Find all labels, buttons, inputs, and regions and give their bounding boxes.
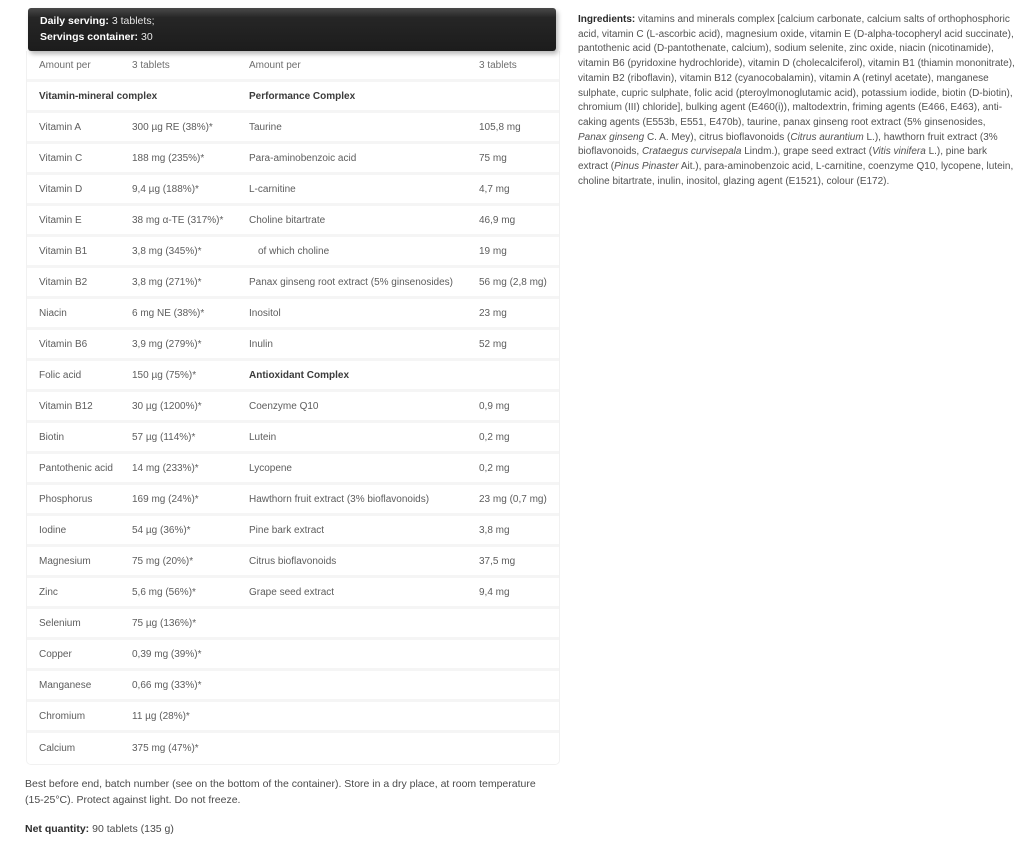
ingredients-segment: Panax ginseng — [578, 131, 645, 143]
nutrient-amount: 52 mg — [479, 338, 507, 350]
nutrient-name: Para-aminobenzoic acid — [249, 152, 357, 164]
nutrient-amount: 3,8 mg (345%)* — [132, 245, 202, 257]
nutrient-name: Phosphorus — [39, 493, 93, 505]
section-header-performance: Performance Complex — [249, 90, 356, 102]
nutrient-amount: 3,8 mg (271%)* — [132, 276, 202, 288]
table-row — [27, 268, 559, 299]
ingredients-segment: Crataegus curvisepala — [641, 146, 742, 158]
nutrient-amount: 23 mg — [479, 307, 507, 319]
nutrient-amount: 0,2 mg — [479, 431, 510, 443]
nutrient-name: Grape seed extract — [249, 586, 335, 598]
table-row — [27, 733, 559, 764]
nutrient-name: Folic acid — [39, 369, 82, 381]
storage-note: Best before end, batch number (see on the bottom of the container). Store in a dry place, at room temperature (15-25°C). Protect against light. Do not freeze. — [25, 778, 536, 806]
nutrient-amount: 30 µg (1200%)* — [132, 400, 202, 412]
nutrient-name: Vitamin B1 — [39, 245, 88, 257]
nutrient-amount: 6 mg NE (38%)* — [132, 307, 205, 319]
nutrient-name: Chromium — [39, 710, 86, 722]
section-header-antioxidant: Antioxidant Complex — [249, 369, 350, 381]
nutrient-name: Vitamin B6 — [39, 338, 88, 350]
tablets-header-right: 3 tablets — [479, 59, 517, 71]
nutrient-name: Choline bitartrate — [249, 214, 326, 226]
table-row — [27, 485, 559, 516]
table-column-headers — [27, 51, 559, 82]
table-row — [27, 330, 559, 361]
table-row — [27, 578, 559, 609]
nutrient-amount: 56 mg (2,8 mg) — [479, 276, 547, 288]
nutrient-name: Inulin — [249, 338, 273, 350]
amount-per-header-left: Amount per — [39, 59, 91, 71]
section-header-vitamin-mineral: Vitamin-mineral complex — [39, 90, 158, 102]
table-row — [27, 299, 559, 330]
ingredients-paragraph — [578, 13, 1016, 189]
nutrient-name: Hawthorn fruit extract (3% bioflavonoids) — [249, 493, 430, 505]
table-row — [27, 175, 559, 206]
table-row — [27, 392, 559, 423]
nutrient-amount: 57 µg (114%)* — [132, 431, 196, 443]
nutrient-amount: 4,7 mg — [479, 183, 510, 195]
table-section-row — [27, 82, 559, 113]
nutrient-amount: 3,9 mg (279%)* — [132, 338, 202, 350]
nutrient-name: Lutein — [249, 431, 277, 443]
supplement-table-body — [27, 113, 559, 764]
nutrient-amount: 105,8 mg — [479, 121, 521, 133]
net-quantity — [25, 823, 174, 835]
servings-container-label: Servings container: — [40, 30, 139, 43]
ingredients-segment: vitamins and minerals complex [calcium carbonate, calcium salts of orthophosphoric acid, vitamin C (L-ascorbic acid), magnesium oxide, vitamin E (D-alpha-tocopheryl acid succinate), pantothenic acid (D-pantothenate, calcium), sodium selenite, zinc oxide, niacin (nicotinamide), vitamin B6 (pyridoxine hydrochloride), vitamin D (cholecalciferol), vitamin B1 (thiamin mononitrate), vitamin B2 (riboflavin), vitamin B12 (cyanocobalamin), vitamin A (retinyl acetate), manganese sulphate, cupric sulphate, folic acid (pteroylmonoglutamic acid), potassium iodide, biotin (D-biotin), chromium (III) chloride], bulking agent (E460(i)), maltodextrin, friming agents (E466, E463), anti-caking agents (E553b, E551, E470b), taurine, panax ginseng root extract (5% ginsenosides, — [578, 14, 1015, 128]
nutrient-name: Citrus bioflavonoids — [249, 555, 337, 567]
ingredients-segment: Ait.), para-aminobenzoic acid, L-carnitine, coenzyme Q10, lycopene, lutein, choline bitartrate, inulin, inositol, glazing agent (E1521), colour (E172). — [578, 161, 1014, 187]
nutrient-name: Taurine — [249, 121, 282, 133]
nutrient-amount: 14 mg (233%)* — [132, 462, 199, 474]
nutrient-amount: 3,8 mg — [479, 524, 510, 536]
servings-container-value: 30 — [141, 30, 153, 43]
table-row — [27, 671, 559, 702]
nutrient-amount: 300 µg RE (38%)* — [132, 121, 213, 133]
nutrient-name: Vitamin E — [39, 214, 82, 226]
table-row — [27, 454, 559, 485]
nutrient-amount: 375 mg (47%)* — [132, 743, 199, 754]
supplement-table — [26, 51, 560, 765]
nutrient-name: Vitamin D — [39, 183, 83, 195]
table-row — [27, 206, 559, 237]
servings-container-line — [40, 30, 544, 46]
nutrient-name: L-carnitine — [249, 183, 296, 195]
net-quantity-value: 90 tablets (135 g) — [92, 823, 174, 835]
table-row — [27, 609, 559, 640]
ingredients-segment: L.), pine bark extract ( — [578, 146, 987, 173]
nutrient-name: Panax ginseng root extract (5% ginsenosides) — [249, 276, 454, 288]
nutrient-name: of which choline — [258, 245, 330, 257]
nutrient-amount: 38 mg α-TE (317%)* — [132, 214, 224, 226]
nutrient-amount: 9,4 mg — [479, 586, 510, 598]
nutrient-name: Pantothenic acid — [39, 462, 113, 474]
nutrient-amount: 23 mg (0,7 mg) — [479, 493, 547, 505]
nutrient-name: Copper — [39, 648, 72, 660]
table-row — [27, 516, 559, 547]
nutrient-amount: 75 µg (136%)* — [132, 617, 197, 629]
net-quantity-label: Net quantity: — [25, 823, 90, 835]
nutrient-amount: 150 µg (75%)* — [132, 369, 197, 381]
nutrient-amount: 0,39 mg (39%)* — [132, 648, 202, 660]
ingredients-segment: Citrus aurantium — [790, 131, 864, 143]
ingredients-segment: Lindm.), grape seed extract ( — [741, 146, 873, 158]
nutrient-amount: 11 µg (28%)* — [132, 710, 190, 722]
daily-serving-value: 3 tablets; — [111, 15, 155, 27]
table-row — [27, 547, 559, 578]
nutrient-amount: 0,9 mg — [479, 400, 510, 412]
ingredients-segment: Pinus Pinaster — [614, 161, 679, 173]
table-row — [27, 113, 559, 144]
table-row — [27, 640, 559, 671]
nutrient-name: Inositol — [249, 307, 281, 319]
nutrient-name: Zinc — [39, 586, 58, 598]
table-row — [27, 237, 559, 268]
nutrient-amount: 169 mg (24%)* — [132, 493, 199, 505]
nutrient-name: Iodine — [39, 524, 67, 536]
daily-serving-banner — [28, 8, 556, 51]
nutrient-amount: 46,9 mg — [479, 214, 516, 226]
ingredients-segment: C. A. Mey), citrus bioflavonoids ( — [644, 131, 791, 143]
nutrient-amount: 75 mg — [479, 152, 507, 164]
nutrient-amount: 188 mg (235%)* — [132, 152, 205, 164]
supplement-facts-card — [26, 8, 560, 765]
nutrient-name: Coenzyme Q10 — [249, 400, 319, 412]
ingredients-segment: L.), hawthorn fruit extract (3% bioflavonoids, — [578, 131, 998, 158]
nutrient-name: Manganese — [39, 679, 92, 691]
nutrient-name: Vitamin C — [39, 152, 83, 164]
table-row — [27, 702, 559, 733]
nutrient-name: Selenium — [39, 617, 81, 629]
nutrient-name: Vitamin A — [39, 121, 82, 133]
amount-per-header-right: Amount per — [249, 59, 301, 71]
nutrient-name: Calcium — [39, 743, 76, 754]
nutrient-amount: 75 mg (20%)* — [132, 555, 194, 567]
nutrient-amount: 9,4 µg (188%)* — [132, 183, 199, 195]
tablets-header-left: 3 tablets — [132, 59, 170, 71]
nutrient-name: Vitamin B2 — [39, 276, 88, 288]
daily-serving-label: Daily serving: — [40, 15, 109, 27]
nutrient-amount: 0,2 mg — [479, 462, 510, 474]
nutrient-amount: 0,66 mg (33%)* — [132, 679, 202, 691]
nutrient-name: Niacin — [39, 307, 67, 319]
table-row — [27, 423, 559, 454]
nutrient-name: Pine bark extract — [249, 524, 325, 536]
ingredients-segment: Ingredients: — [578, 14, 636, 25]
nutrient-name: Vitamin B12 — [39, 400, 93, 412]
nutrient-amount: 37,5 mg — [479, 555, 516, 567]
nutrient-amount: 54 µg (36%)* — [132, 524, 191, 536]
table-row — [27, 144, 559, 175]
nutrient-amount: 19 mg — [479, 245, 507, 257]
nutrient-amount: 5,6 mg (56%)* — [132, 586, 196, 598]
nutrient-name: Magnesium — [39, 555, 91, 567]
ingredients-segment: Vitis vinifera — [872, 146, 926, 158]
nutrient-name: Lycopene — [249, 462, 292, 474]
nutrient-name: Biotin — [39, 431, 65, 443]
table-row — [27, 361, 559, 392]
daily-serving-line — [40, 14, 544, 30]
